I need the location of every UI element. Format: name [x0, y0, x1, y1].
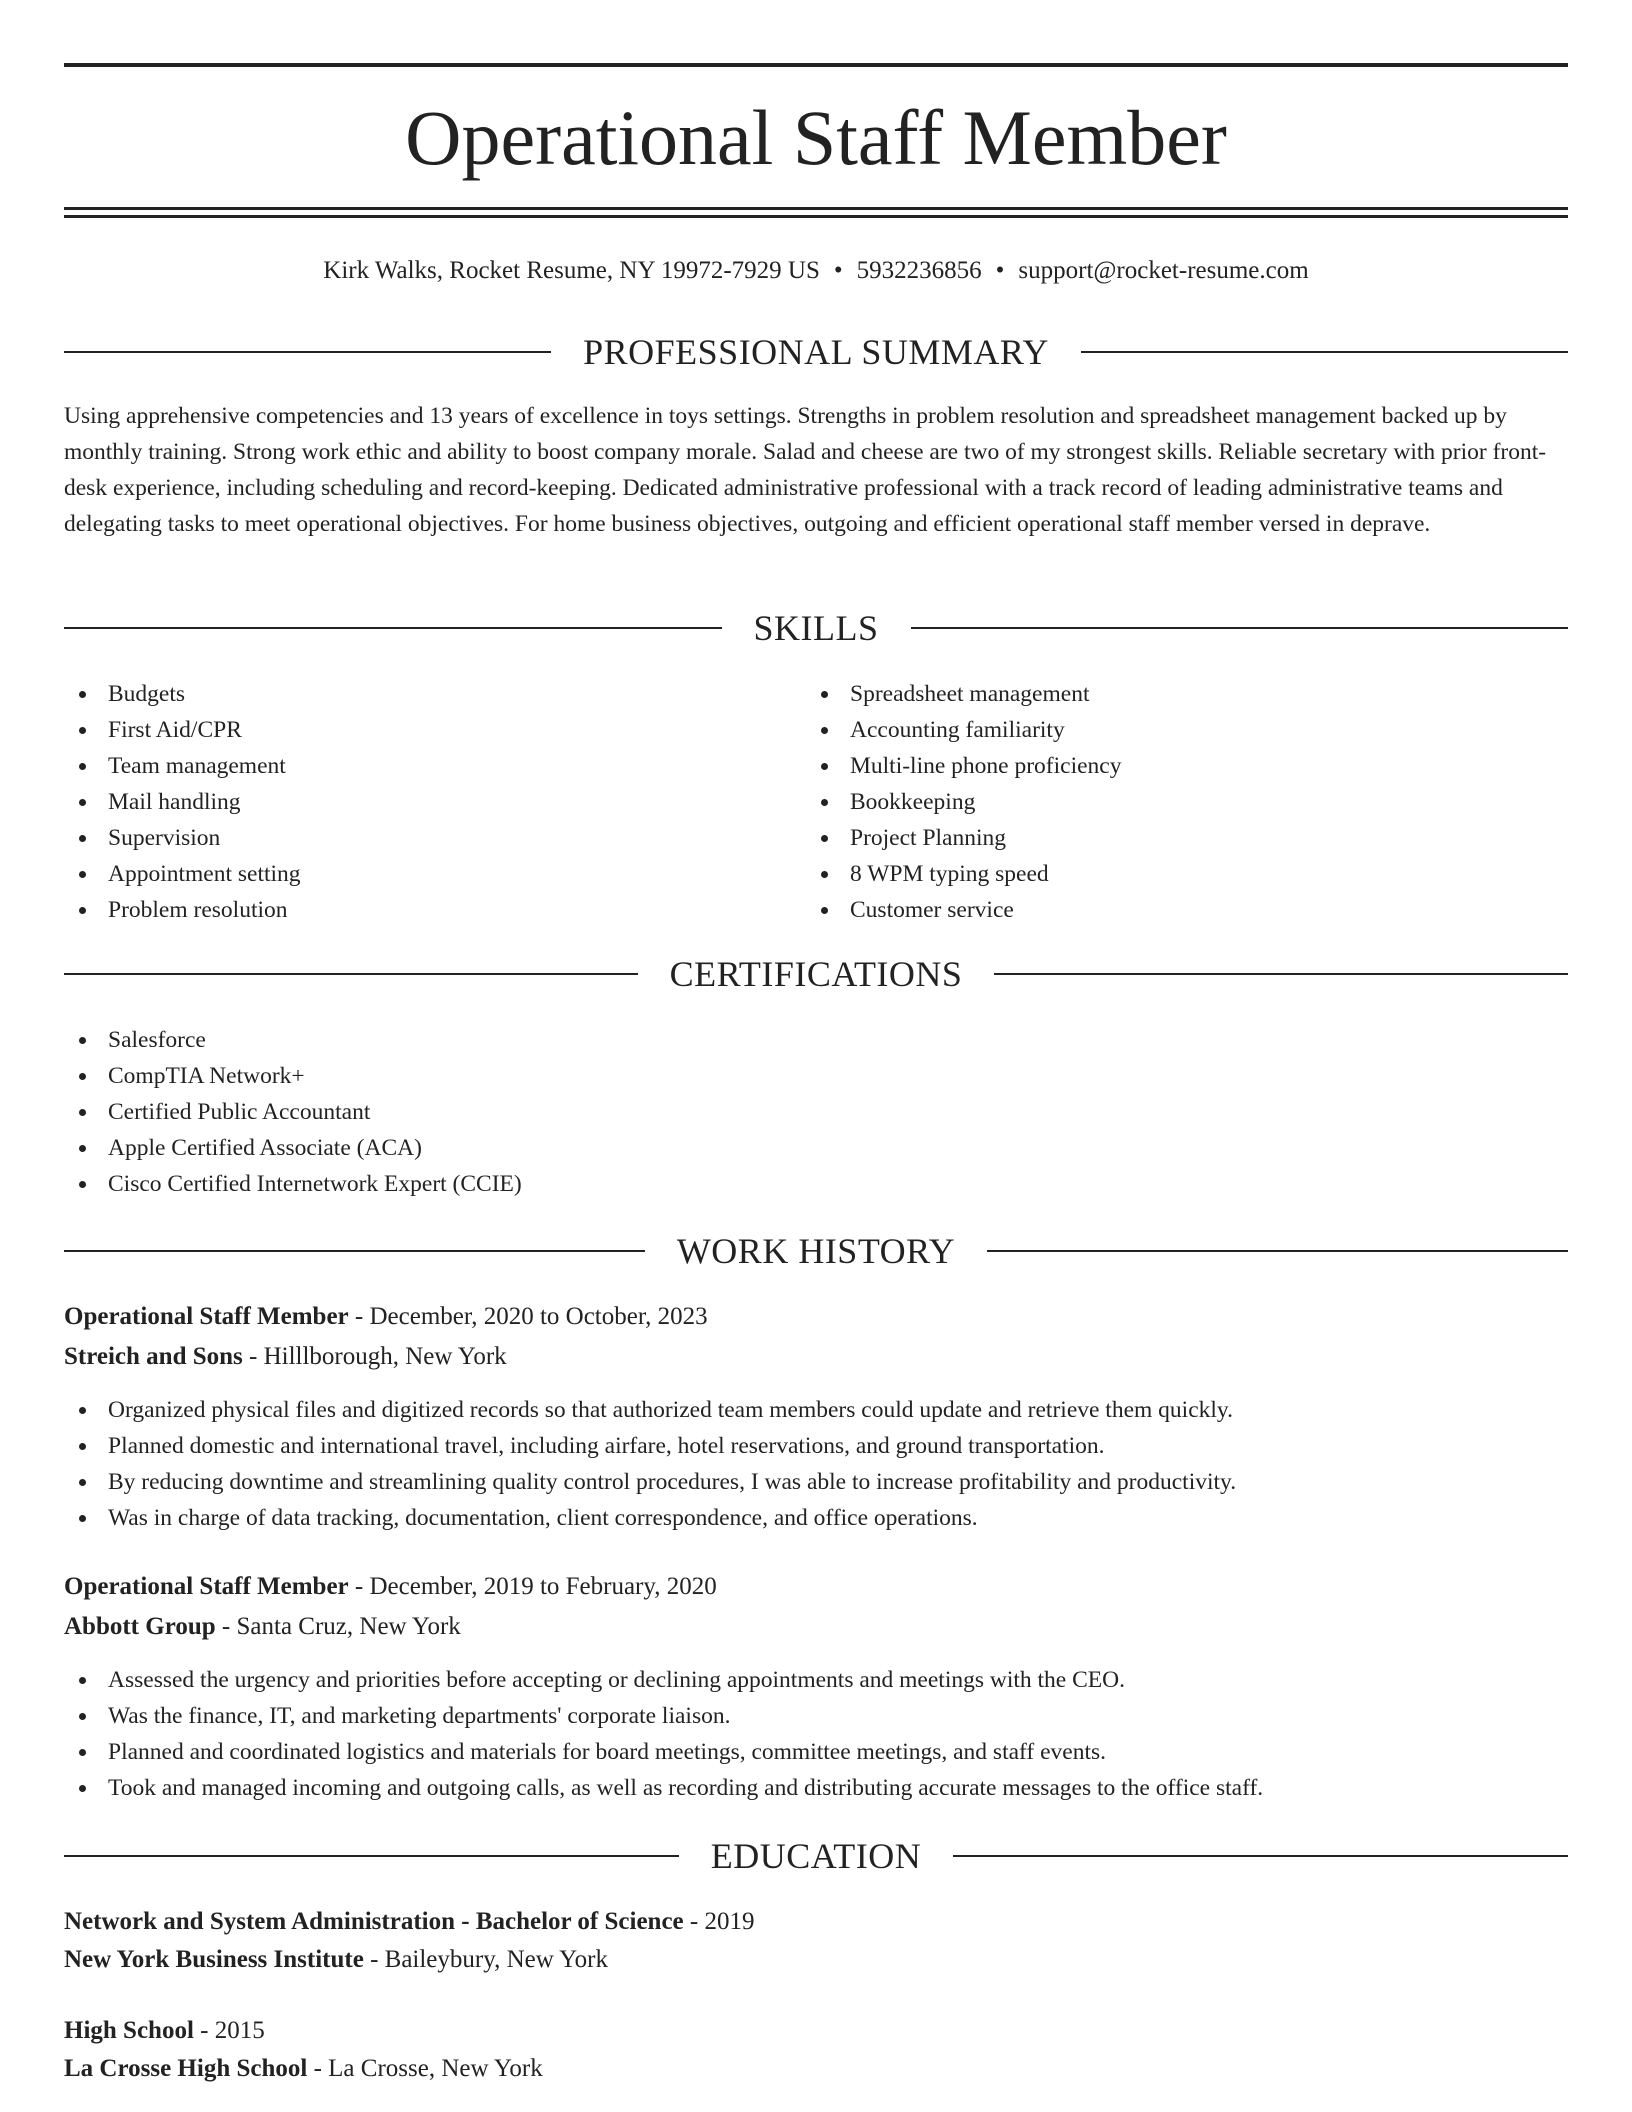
job-company-line — [64, 1339, 1568, 1375]
heading-rule-left — [64, 1855, 679, 1857]
header-bottom-rule — [64, 207, 1568, 210]
heading-rule-right — [987, 1250, 1568, 1252]
heading-rule-left — [64, 627, 722, 629]
job-bullet: By reducing downtime and streamlining quality control procedures, I was able to increase profitability and productivity. — [64, 1464, 1568, 1500]
skills-section-heading — [64, 606, 1568, 650]
job-bullets — [64, 1662, 1568, 1806]
heading-rule-left — [64, 973, 638, 975]
header-top-rule — [64, 63, 1568, 67]
education-year: - 2019 — [683, 1908, 755, 1935]
education-school: La Crosse High School — [64, 2055, 308, 2082]
education-degree-line — [64, 1904, 1568, 1940]
job-bullet: Organized physical files and digitized records so that authorized team members could update and retrieve them quickly. — [64, 1392, 1568, 1428]
skills-list-right — [806, 676, 1546, 928]
education-location: - Baileybury, New York — [363, 1946, 609, 1973]
job-location: - Santa Cruz, New York — [215, 1613, 461, 1640]
certification-item: Certified Public Accountant — [64, 1094, 1568, 1130]
contact-email: support@rocket-resume.com — [1018, 257, 1309, 284]
skill-item: Mail handling — [64, 784, 804, 820]
education-school: New York Business Institute — [64, 1946, 364, 1973]
contact-separator: • — [833, 257, 843, 284]
certification-item: Salesforce — [64, 1022, 1568, 1058]
skill-item: 8 WPM typing speed — [806, 856, 1546, 892]
job-role: Operational Staff Member — [64, 1573, 349, 1600]
job-bullet: Planned and coordinated logistics and materials for board meetings, committee meetings, and staff events. — [64, 1734, 1568, 1770]
job-bullet: Planned domestic and international travel, including airfare, hotel reservations, and ground transportation. — [64, 1428, 1568, 1464]
summary-section-title: PROFESSIONAL SUMMARY — [583, 332, 1049, 372]
heading-rule-left — [64, 1250, 645, 1252]
skills-section-title: SKILLS — [753, 608, 879, 648]
summary-paragraph: Using apprehensive competencies and 13 years of excellence in toys settings. Strengths in problem resolution and spreadsheet management backed up by monthly training. Strong work ethic and ability to boost company morale. Salad and cheese are two of my strongest skills. Reliable secretary with prior front-desk experience, including scheduling and record-keeping. Dedicated administrative professional with a track record of leading administrative teams and delegating tasks to meet operational objectives. For home business objectives, outgoing and efficient operational staff member versed in deprave. — [64, 403, 1547, 537]
certifications-section-title: CERTIFICATIONS — [669, 954, 963, 994]
education-degree: Network and System Administration - Bachelor of Science — [64, 1908, 684, 1935]
job-bullet: Took and managed incoming and outgoing calls, as well as recording and distributing accurate messages to the office staff. — [64, 1770, 1568, 1806]
work-section-heading — [64, 1229, 1568, 1273]
heading-rule-right — [1081, 351, 1568, 353]
contact-separator: • — [995, 257, 1005, 284]
education-school-line — [64, 1942, 1568, 1978]
skill-item: Appointment setting — [64, 856, 804, 892]
contact-address: Kirk Walks, Rocket Resume, NY 19972-7929 US — [323, 257, 820, 284]
skill-item: First Aid/CPR — [64, 712, 804, 748]
certifications-section-heading — [64, 952, 1568, 996]
work-section-title: WORK HISTORY — [676, 1231, 956, 1271]
skill-item: Multi-line phone proficiency — [806, 748, 1546, 784]
education-section-heading — [64, 1834, 1568, 1878]
skill-item: Accounting familiarity — [806, 712, 1546, 748]
skills-list-left — [64, 676, 804, 928]
education-degree: High School — [64, 2017, 194, 2044]
job-dates: - December, 2019 to February, 2020 — [348, 1573, 717, 1600]
job-bullets — [64, 1392, 1568, 1536]
skill-item: Project Planning — [806, 820, 1546, 856]
heading-rule-left — [64, 351, 551, 353]
job-dates: - December, 2020 to October, 2023 — [348, 1303, 708, 1330]
education-location: - La Crosse, New York — [307, 2055, 543, 2082]
certification-item: Cisco Certified Internetwork Expert (CCIE) — [64, 1166, 1568, 1202]
resume-title: Operational Staff Member — [405, 94, 1227, 181]
skill-item: Bookkeeping — [806, 784, 1546, 820]
contact-line — [64, 254, 1568, 288]
heading-rule-right — [953, 1855, 1568, 1857]
job-company: Streich and Sons — [64, 1343, 243, 1370]
skill-item: Supervision — [64, 820, 804, 856]
contact-phone: 5932236856 — [856, 257, 982, 284]
skill-item: Spreadsheet management — [806, 676, 1546, 712]
heading-rule-right — [994, 973, 1568, 975]
skill-item: Problem resolution — [64, 892, 804, 928]
education-school-line — [64, 2051, 1568, 2087]
education-degree-line — [64, 2013, 1568, 2049]
certification-item: Apple Certified Associate (ACA) — [64, 1130, 1568, 1166]
skill-item: Team management — [64, 748, 804, 784]
skill-item: Budgets — [64, 676, 804, 712]
heading-rule-right — [911, 627, 1569, 629]
job-bullet: Was in charge of data tracking, documentation, client correspondence, and office operations. — [64, 1500, 1568, 1536]
summary-section-heading — [64, 330, 1568, 374]
job-role-line — [64, 1299, 1568, 1335]
header-bottom-rule-second — [64, 215, 1568, 218]
certification-item: CompTIA Network+ — [64, 1058, 1568, 1094]
job-company: Abbott Group — [64, 1613, 216, 1640]
job-role-line — [64, 1569, 1568, 1605]
job-role: Operational Staff Member — [64, 1303, 349, 1330]
job-bullet: Assessed the urgency and priorities before accepting or declining appointments and meetings with the CEO. — [64, 1662, 1568, 1698]
education-section-title: EDUCATION — [710, 1836, 922, 1876]
skill-item: Customer service — [806, 892, 1546, 928]
certifications-list — [64, 1022, 1568, 1202]
job-company-line — [64, 1609, 1568, 1645]
education-year: - 2015 — [193, 2017, 265, 2044]
job-bullet: Was the finance, IT, and marketing departments' corporate liaison. — [64, 1698, 1568, 1734]
job-location: - Hilllborough, New York — [242, 1343, 507, 1370]
